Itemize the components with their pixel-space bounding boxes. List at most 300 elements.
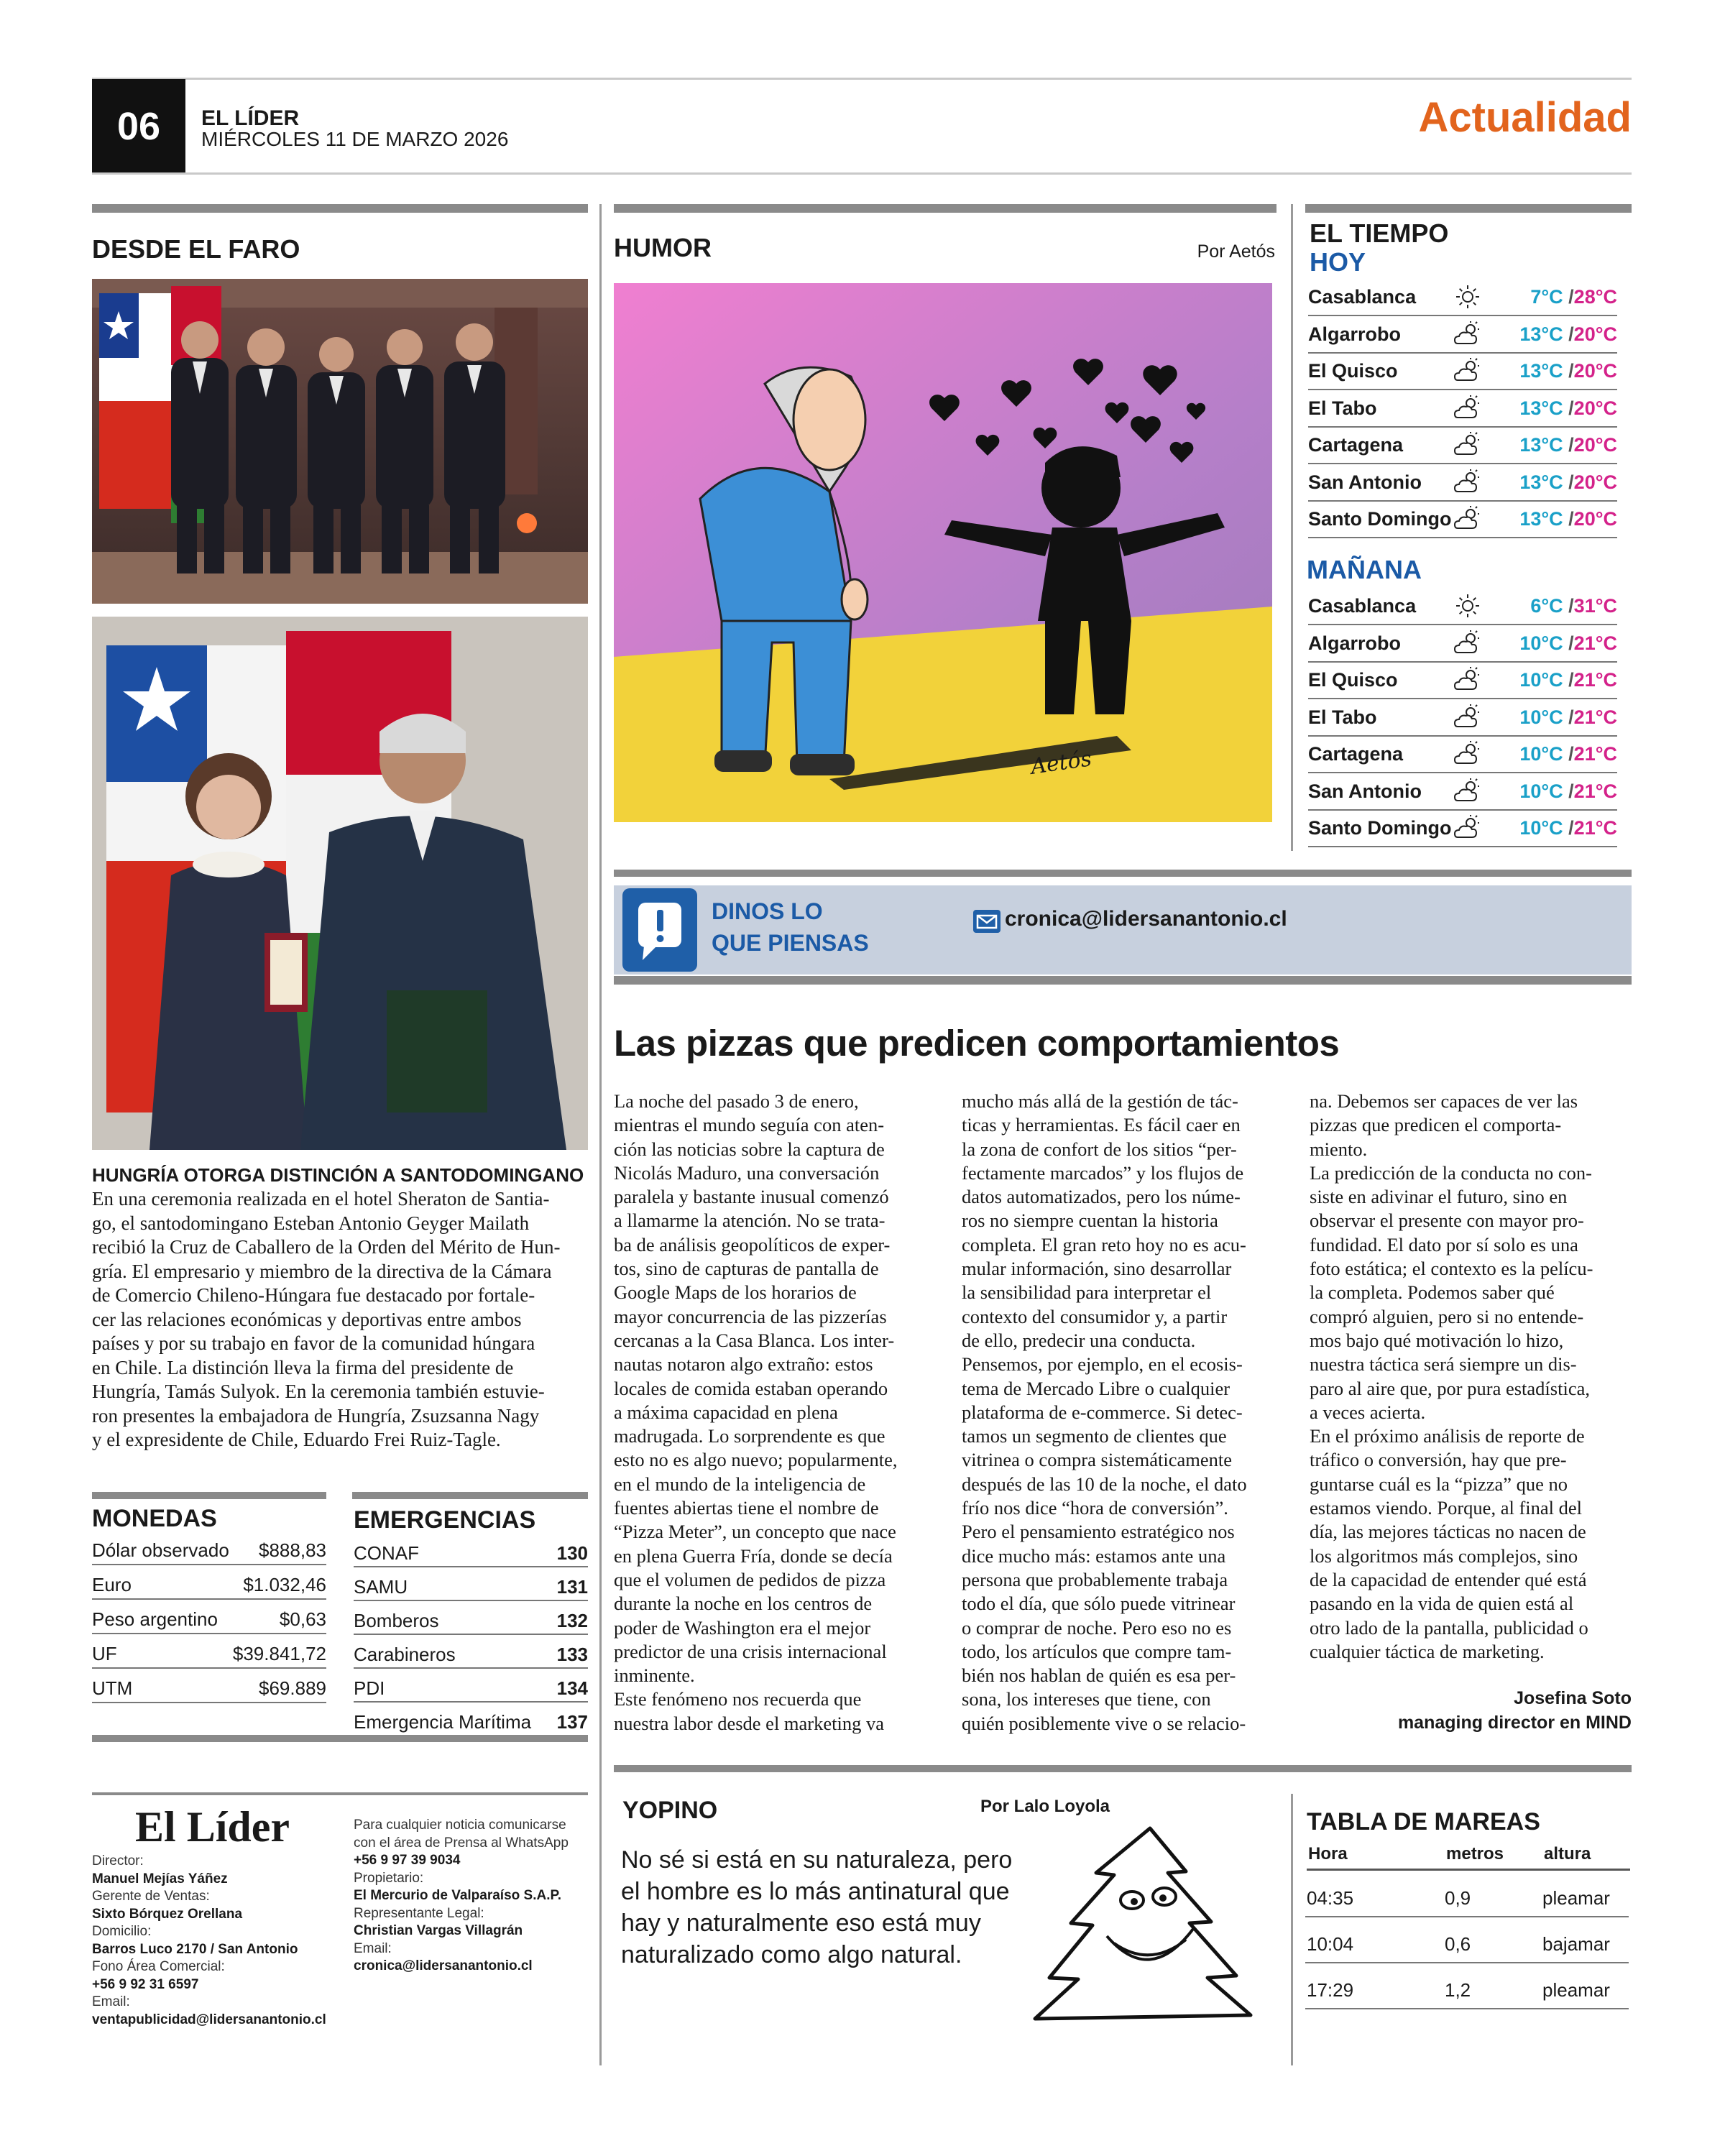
weather-city: Algarrobo (1308, 323, 1402, 345)
text-line: mular información, sino desarrollar (962, 1258, 1232, 1280)
imprint-value: ventapublicidad@lidersanantonio.cl (92, 2012, 326, 2027)
text-line: compró alguien, pero si no entende- (1310, 1305, 1584, 1327)
weather-temps (1519, 434, 1617, 456)
sun-icon (1452, 282, 1484, 312)
text-line: tamos un segmento de clientes que (962, 1425, 1227, 1447)
header-bottom-rule (92, 172, 1632, 175)
partly-cloudy-icon (1452, 702, 1484, 732)
paper-logo: El Líder (135, 1803, 290, 1851)
temp-low: 10°C (1519, 669, 1563, 691)
temp-low: 10°C (1519, 780, 1563, 802)
weather-city: San Antonio (1308, 471, 1422, 493)
table-row (354, 1567, 588, 1601)
temp-low: 10°C (1519, 632, 1563, 654)
text-line: hay y naturalmente eso está muy (621, 1909, 981, 1937)
text-line: go, el santodomingano Esteban Antonio Geyger Mailath (92, 1212, 530, 1234)
row-label: Dólar observado (92, 1539, 229, 1561)
text-line: el hombre es lo más antinatural que (621, 1878, 1010, 1905)
temp-separator: / (1563, 817, 1574, 839)
text-line: que el volumen de pedidos de pizza (614, 1568, 886, 1590)
text-line: guntarse cuál es la “pizza” que no (1310, 1473, 1568, 1495)
weather-row (1308, 699, 1617, 737)
text-line: sona, los intereses que tiene, con (962, 1688, 1211, 1710)
text-line: Este fenómeno nos recuerda que (614, 1688, 862, 1710)
temp-low: 10°C (1519, 743, 1563, 765)
weather-top-bar (1305, 204, 1632, 213)
text-line: inminente. (614, 1664, 695, 1687)
temp-high: 21°C (1573, 743, 1617, 765)
page-number: 06 (92, 79, 185, 174)
bottom-section-bar (614, 1765, 1632, 1772)
yopino-title: YOPINO (622, 1797, 718, 1824)
weather-row (1308, 501, 1617, 538)
weather-city: Santo Domingo (1308, 508, 1452, 530)
row-label: Bomberos (354, 1610, 439, 1631)
text-line: todo el día, que sólo puede vitrinear (962, 1593, 1236, 1615)
partly-cloudy-icon (1452, 319, 1484, 349)
article-byline (1398, 1686, 1632, 1735)
text-line: dice mucho más: estamos ante una (962, 1544, 1226, 1567)
text-line: quién posiblemente vive o se relacio- (962, 1712, 1246, 1734)
tide-meters: 0,6 (1445, 1933, 1471, 1955)
weather-row (1308, 353, 1617, 390)
temp-high: 20°C (1573, 397, 1617, 419)
weather-row (1308, 736, 1617, 773)
left-bottom-bar (92, 1735, 588, 1742)
dinos-top-bar (614, 870, 1632, 877)
temp-separator: / (1563, 434, 1574, 456)
cartoonist-signature: Aetós (1029, 746, 1093, 780)
text-line: Pero el pensamiento estratégico nos (962, 1521, 1235, 1543)
row-label: Euro (92, 1574, 132, 1595)
row-value: 130 (556, 1542, 588, 1564)
text-line: frío nos dice “hora de conversión”. (962, 1497, 1228, 1519)
temp-separator: / (1563, 397, 1574, 419)
temp-high: 21°C (1573, 780, 1617, 802)
row-value: $39.841,72 (232, 1643, 326, 1664)
text-line: todo, los artículos que compre tam- (962, 1640, 1232, 1662)
tide-time: 17:29 (1307, 1979, 1354, 2001)
text-line: plataforma de e-commerce. Si detec- (962, 1401, 1243, 1423)
text-line: Google Maps de los horarios de (614, 1281, 857, 1304)
weather-temps (1519, 669, 1617, 691)
partly-cloudy-icon (1452, 393, 1484, 423)
text-line: cer las relaciones económicas y deportivas entre ambos (92, 1308, 522, 1330)
row-value: 133 (556, 1644, 588, 1665)
row-label: UF (92, 1643, 117, 1664)
text-line: En una ceremonia realizada en el hotel Sheraton de Santia- (92, 1188, 550, 1210)
text-line: Pensemos, por ejemplo, en el ecosis- (962, 1353, 1243, 1376)
temp-separator: / (1563, 471, 1574, 493)
faro-caption-text (92, 1187, 588, 1452)
temp-high: 20°C (1573, 508, 1617, 530)
imprint-value: +56 9 97 39 9034 (354, 1853, 461, 1868)
text-line: Nicolás Maduro, una conversación (614, 1161, 880, 1184)
text-line: de ello, predecir una conducta. (962, 1329, 1196, 1351)
weather-city: Cartagena (1308, 743, 1404, 765)
text-line: paralela y bastante inusual comenzó (614, 1186, 889, 1208)
text-line: ba de análisis geopolíticos de exper- (614, 1233, 891, 1256)
text-line: pizzas que predicen el comporta- (1310, 1114, 1562, 1136)
mareas-col-metros: metros (1446, 1844, 1504, 1864)
weather-temps (1530, 595, 1617, 617)
text-line: en Chile. La distinción lleva la firma del presidente de (92, 1356, 514, 1378)
text-line: observar el presente con mayor pro- (1310, 1210, 1584, 1232)
sun-icon (1452, 591, 1484, 621)
group-photo (92, 279, 588, 604)
text-line: datos automatizados, pero los núme- (962, 1186, 1241, 1208)
text-line: gría. El empresario y miembro de la directiva de la Cámara (92, 1260, 552, 1282)
row-label: SAMU (354, 1576, 408, 1598)
text-line: esto no es algo nuevo; popularmente, (614, 1449, 898, 1471)
article-column-3 (1310, 1089, 1629, 1664)
imprint-column-1 (92, 1853, 336, 2029)
row-label: PDI (354, 1677, 385, 1699)
text-line: naturalizado como algo natural. (621, 1941, 962, 1968)
partly-cloudy-icon (1452, 356, 1484, 386)
mareas-title: TABLA DE MAREAS (1307, 1808, 1540, 1835)
text-line: vitrinea o compra sistemáticamente (962, 1449, 1233, 1471)
text-line: mucho más allá de la gestión de tác- (962, 1090, 1238, 1112)
temp-high: 31°C (1573, 595, 1617, 617)
weather-row (1308, 390, 1617, 428)
temp-separator: / (1563, 323, 1574, 345)
text-line: locales de comida estaban operando (614, 1377, 888, 1399)
imprint-label: Gerente de Ventas: (92, 1889, 210, 1904)
tide-time: 04:35 (1307, 1887, 1354, 1909)
text-line: estamos viendo. Porque, al final del (1310, 1497, 1583, 1519)
yopino-text (621, 1844, 1024, 1971)
row-value: $888,83 (259, 1539, 326, 1561)
text-line: a veces acierta. (1310, 1401, 1426, 1423)
yopino-author: Por Lalo Loyola (980, 1797, 1110, 1816)
text-line: predictor de una crisis internacional (614, 1640, 887, 1662)
row-label: Peso argentino (92, 1608, 218, 1630)
author-role: managing director en MIND (1397, 1713, 1632, 1733)
text-line: completa. El gran reto hoy no es acu- (962, 1233, 1246, 1256)
humor-cartoon (614, 283, 1272, 822)
temp-separator: / (1563, 632, 1574, 654)
imprint-value: Barros Luco 2170 / San Antonio (92, 1941, 298, 1957)
weather-tomorrow-label: MAÑANA (1307, 555, 1422, 584)
imprint-value: Christian Vargas Villagrán (354, 1923, 523, 1938)
row-value: 137 (556, 1711, 588, 1733)
tide-row (1305, 1963, 1629, 2009)
tide-meters: 0,9 (1445, 1887, 1471, 1909)
text-line: Hungría, Tamás Sulyok. En la ceremonia también estuvie- (92, 1381, 545, 1402)
dinos-line2: QUE PIENSAS (712, 930, 869, 956)
weather-temps (1519, 508, 1617, 530)
article-column-1 (614, 1089, 933, 1736)
temp-high: 20°C (1573, 471, 1617, 493)
text-line: No sé si está en su naturaleza, pero (621, 1846, 1013, 1874)
weather-temps (1519, 817, 1617, 839)
weather-row (1308, 810, 1617, 847)
row-value: 134 (556, 1677, 588, 1699)
imprint-value: +56 9 92 31 6597 (92, 1976, 199, 1992)
weather-city: Cartagena (1308, 434, 1404, 456)
temp-separator: / (1563, 706, 1574, 728)
imprint-value: El Mercurio de Valparaíso S.A.P. (354, 1888, 561, 1903)
weather-temps (1519, 471, 1617, 494)
table-row (354, 1601, 588, 1635)
imprint-value: Sixto Bórquez Orellana (92, 1906, 243, 1922)
header-top-rule (92, 78, 1632, 80)
column-divider (1291, 204, 1293, 851)
temp-low: 7°C (1530, 286, 1563, 308)
text-line: a máxima capacidad en plena (614, 1401, 838, 1423)
table-row (354, 1635, 588, 1669)
imprint-column-2 (354, 1817, 591, 1976)
dinos-bottom-bar (614, 976, 1632, 985)
text-line: los algoritmos más complejos, sino (1310, 1544, 1578, 1567)
partly-cloudy-icon (1452, 467, 1484, 497)
tide-meters: 1,2 (1445, 1979, 1471, 2001)
weather-city: El Quisco (1308, 669, 1398, 691)
weather-city: San Antonio (1308, 780, 1422, 802)
temp-high: 21°C (1573, 706, 1617, 728)
temp-low: 10°C (1519, 706, 1563, 728)
dinos-email-link[interactable]: cronica@lidersanantonio.cl (1005, 907, 1287, 931)
alert-icon (622, 888, 697, 972)
temp-high: 28°C (1573, 286, 1617, 308)
dinos-heading (712, 895, 869, 959)
faro-title: DESDE EL FARO (92, 234, 300, 264)
text-line: ción las noticias sobre la captura de (614, 1138, 885, 1160)
tide-type: pleamar (1542, 1887, 1610, 1909)
partly-cloudy-icon (1452, 665, 1484, 695)
imprint-label: Domicilio: (92, 1924, 152, 1939)
section-title: Actualidad (1418, 94, 1632, 141)
text-line: otro lado de la pantalla, publicidad o (1310, 1616, 1588, 1639)
weather-city: Algarrobo (1308, 632, 1402, 654)
text-line: ros no siempre cuentan la historia (962, 1210, 1218, 1232)
weather-city: Casablanca (1308, 286, 1417, 308)
text-line: cercanas a la Casa Blanca. Los inter- (614, 1329, 895, 1351)
column-divider (599, 204, 602, 2065)
text-line: fundidad. El dato por sí solo es una (1310, 1233, 1578, 1256)
text-line: mientras el mundo seguía con aten- (614, 1114, 885, 1136)
imprint-label: Director: (92, 1853, 144, 1869)
paper-name: EL LÍDER (201, 106, 300, 130)
text-line: poder de Washington era el mejor (614, 1616, 871, 1639)
monedas-top-bar (92, 1492, 326, 1499)
text-line: fuentes abiertas tiene el nombre de (614, 1497, 879, 1519)
text-line: la sensibilidad para interpretar el (962, 1281, 1212, 1304)
column-divider (1291, 1794, 1293, 2065)
text-line: la zona de confort de los sitios “per- (962, 1138, 1237, 1160)
text-line: pasando en la vida de quien está al (1310, 1593, 1574, 1615)
imprint-value: cronica@lidersanantonio.cl (354, 1958, 533, 1973)
text-line: miento. (1310, 1138, 1368, 1160)
weather-city: Casablanca (1308, 595, 1417, 617)
humor-author: Por Aetós (1197, 241, 1275, 262)
partly-cloudy-icon (1452, 776, 1484, 806)
temp-high: 20°C (1573, 360, 1617, 382)
temp-separator: / (1563, 595, 1574, 617)
text-line: o comprar de noche. Pero eso no es (962, 1616, 1232, 1639)
partly-cloudy-icon (1452, 430, 1484, 460)
imprint-label: Email: (354, 1940, 392, 1956)
text-line: La predicción de la conducta no con- (1310, 1161, 1592, 1184)
mareas-col-altura: altura (1544, 1844, 1591, 1864)
temp-high: 20°C (1573, 323, 1617, 345)
temp-low: 13°C (1519, 323, 1563, 345)
temp-high: 21°C (1573, 632, 1617, 654)
text-line: “Pizza Meter”, un concepto que nace (614, 1521, 896, 1543)
text-line: contexto del consumidor y, a partir (962, 1305, 1228, 1327)
row-label: UTM (92, 1677, 133, 1699)
weather-row (1308, 464, 1617, 502)
text-line: durante la noche en los centros de (614, 1593, 873, 1615)
table-row (92, 1531, 326, 1565)
table-row (92, 1669, 326, 1703)
weather-row (1308, 662, 1617, 699)
weather-row (1308, 279, 1617, 316)
tide-type: pleamar (1542, 1979, 1610, 2001)
table-row (354, 1703, 588, 1736)
text-line: países y por su trabajo en favor de la comunidad húngara (92, 1332, 535, 1354)
text-line: nuestra labor desde el marketing va (614, 1712, 885, 1734)
row-label: Carabineros (354, 1644, 456, 1665)
weather-title: EL TIEMPO (1310, 218, 1449, 248)
temp-separator: / (1563, 286, 1574, 308)
tide-row (1305, 1917, 1629, 1963)
text-line: ron presentes la embajadora de Hungría, Zsuzsanna Nagy (92, 1404, 540, 1427)
temp-high: 21°C (1573, 817, 1617, 839)
text-line: ticas y herramientas. Es fácil caer en (962, 1114, 1241, 1136)
weather-row (1308, 427, 1617, 464)
weather-temps (1519, 323, 1617, 346)
weather-today-label: HOY (1310, 247, 1366, 277)
weather-city: Santo Domingo (1308, 817, 1452, 839)
table-row (92, 1600, 326, 1634)
dinos-line1: DINOS LO (712, 898, 823, 924)
text-line: en el mundo de la inteligencia de (614, 1473, 866, 1495)
text-line: cualquier táctica de marketing. (1310, 1640, 1545, 1662)
weather-temps (1519, 780, 1617, 803)
text-line: en plena Guerra Fría, donde se decía (614, 1544, 893, 1567)
humor-title: HUMOR (614, 233, 712, 262)
row-label: CONAF (354, 1542, 419, 1564)
weather-temps (1519, 632, 1617, 655)
text-line: nuestra táctica será siempre un dis- (1310, 1353, 1577, 1376)
imprint-label: Representante Legal: (354, 1905, 484, 1921)
award-photo (92, 617, 588, 1150)
email-icon (973, 910, 1000, 933)
partly-cloudy-icon (1452, 813, 1484, 843)
imprint-label: Email: (92, 1994, 130, 2009)
weather-temps (1519, 706, 1617, 729)
text-line: tos, sino de capturas de pantalla de (614, 1258, 879, 1280)
row-value: $1.032,46 (243, 1574, 326, 1595)
weather-temps (1519, 743, 1617, 765)
text-line: foto estática; el contexto es la pelícu- (1310, 1258, 1593, 1280)
temp-low: 10°C (1519, 817, 1563, 839)
text-line: na. Debemos ser capaces de ver las (1310, 1090, 1578, 1112)
temp-high: 20°C (1573, 434, 1617, 456)
issue-date: MIÉRCOLES 11 DE MARZO 2026 (201, 128, 509, 150)
tree-cartoon (1021, 1821, 1258, 2030)
partly-cloudy-icon (1452, 739, 1484, 769)
temp-low: 13°C (1519, 397, 1563, 419)
partly-cloudy-icon (1452, 628, 1484, 658)
imprint-top-rule (92, 1792, 588, 1795)
author-name: Josefina Soto (1514, 1688, 1632, 1708)
weather-city: El Quisco (1308, 360, 1398, 382)
text-line: nautas notaron algo extraño: estos (614, 1353, 873, 1376)
text-line: siste en adivinar el futuro, sino en (1310, 1186, 1568, 1208)
text-line: paro al aire que, por pura estadística, (1310, 1377, 1590, 1399)
faro-top-bar (92, 204, 588, 213)
table-row (354, 1534, 588, 1567)
table-row (354, 1669, 588, 1703)
monedas-title: MONEDAS (92, 1505, 217, 1532)
text-line: En el próximo análisis de reporte de (1310, 1425, 1585, 1447)
text-line: día, las mejores tácticas no nacen de (1310, 1521, 1586, 1543)
table-row (92, 1565, 326, 1600)
text-line: mos bajo qué motivación lo hizo, (1310, 1329, 1564, 1351)
text-line: La noche del pasado 3 de enero, (614, 1090, 859, 1112)
text-line: y el expresidente de Chile, Eduardo Frei Ruiz-Tagle. (92, 1429, 501, 1450)
mareas-header (1307, 1840, 1630, 1871)
weather-temps (1530, 286, 1617, 308)
article-headline: Las pizzas que predicen comportamientos (614, 1023, 1340, 1064)
row-value: $69.889 (259, 1677, 326, 1699)
weather-row (1308, 625, 1617, 663)
temp-low: 13°C (1519, 508, 1563, 530)
text-line: bién nos hablan de quién es esa per- (962, 1664, 1236, 1687)
faro-caption-title: HUNGRÍA OTORGA DISTINCIÓN A SANTODOMINGANO (92, 1164, 584, 1186)
weather-row (1308, 316, 1617, 354)
temp-separator: / (1563, 508, 1574, 530)
imprint-intro: Para cualquier noticia comunicarse con el área de Prensa al WhatsApp (354, 1818, 569, 1851)
row-label: Emergencia Marítima (354, 1711, 532, 1733)
row-value: 132 (556, 1610, 588, 1631)
temp-high: 21°C (1573, 669, 1617, 691)
tide-type: bajamar (1542, 1933, 1610, 1955)
weather-temps (1519, 360, 1617, 382)
text-line: mayor concurrencia de las pizzerías (614, 1305, 887, 1327)
text-line: fectamente marcados” y los flujos de (962, 1161, 1244, 1184)
temp-low: 13°C (1519, 360, 1563, 382)
temp-separator: / (1563, 360, 1574, 382)
humor-top-bar (614, 204, 1276, 213)
mareas-col-hora: Hora (1308, 1844, 1348, 1864)
weather-row (1308, 773, 1617, 811)
text-line: persona que probablemente trabaja (962, 1568, 1228, 1590)
text-line: la completa. Podemos saber qué (1310, 1281, 1555, 1304)
imprint-label: Fono Área Comercial: (92, 1959, 225, 1974)
temp-low: 13°C (1519, 434, 1563, 456)
text-line: de la capacidad de entender qué está (1310, 1568, 1587, 1590)
text-line: a llamarme la atención. No se trata- (614, 1210, 886, 1232)
temp-low: 13°C (1519, 471, 1563, 493)
text-line: madrugada. Lo sorprendente es que (614, 1425, 886, 1447)
tide-row (1305, 1871, 1629, 1917)
weather-city: El Tabo (1308, 397, 1377, 419)
text-line: tema de Mercado Libre o cualquier (962, 1377, 1230, 1399)
emergencias-title: EMERGENCIAS (354, 1506, 536, 1534)
text-line: de Comercio Chileno-Húngara fue destacado por fortale- (92, 1284, 535, 1306)
text-line: después de las 10 de la noche, el dato (962, 1473, 1247, 1495)
weather-city: El Tabo (1308, 706, 1377, 728)
tide-time: 10:04 (1307, 1933, 1354, 1955)
imprint-label: Propietario: (354, 1870, 424, 1886)
temp-separator: / (1563, 743, 1574, 765)
temp-separator: / (1563, 780, 1574, 802)
temp-low: 6°C (1530, 595, 1563, 617)
